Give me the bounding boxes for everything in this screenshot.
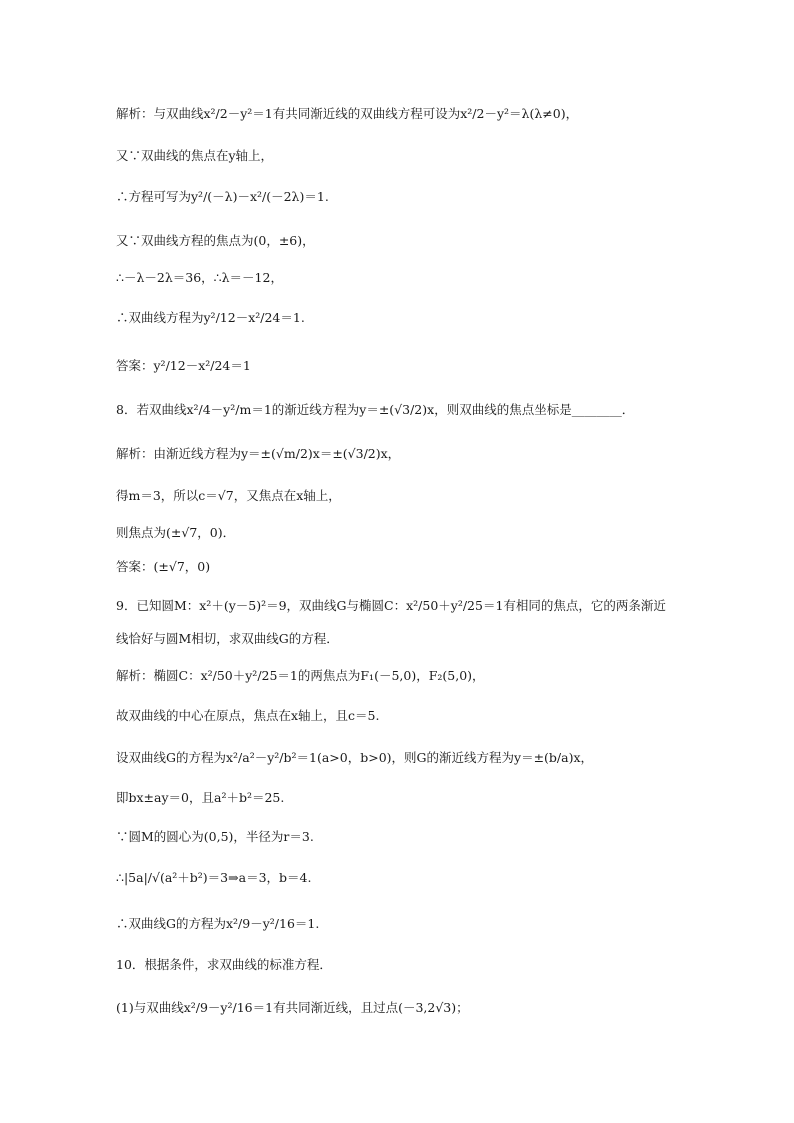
text-line: 解析：由渐近线方程为y＝±(√m/2)x＝±(√3/2)x，: [116, 446, 401, 461]
text-line: 故双曲线的中心在原点，焦点在x轴上，且c＝5.: [116, 708, 380, 723]
text-line: 则焦点为(±√7，0)．: [116, 525, 236, 540]
text-line: 解析：与双曲线x²/2－y²＝1有共同渐近线的双曲线方程可设为x²/2－y²＝λ(λ≠0)，: [116, 106, 579, 121]
question-10: 10．根据条件，求双曲线的标准方程．: [116, 957, 332, 972]
text-line: ∴－λ－2λ＝36，∴λ＝－12，: [116, 270, 283, 285]
text-line: (1)与双曲线x²/9－y²/16＝1有共同渐近线，且过点(－3,2√3)；: [116, 1000, 469, 1015]
text-line: 又∵双曲线的焦点在y轴上，: [116, 148, 274, 163]
text-line: 线恰好与圆M相切，求双曲线G的方程．: [116, 631, 339, 646]
text-line: ∴方程可写为y²/(－λ)－x²/(－2λ)＝1.: [116, 189, 329, 204]
text-line: ∵圆M的圆心为(0,5)，半径为r＝3.: [116, 829, 314, 844]
question-8: 8．若双曲线x²/4－y²/m＝1的渐近线方程为y＝±(√3/2)x，则双曲线的焦点坐标是________．: [116, 402, 635, 417]
text-line: 答案：y²/12－x²/24＝1: [116, 358, 251, 373]
text-line: 又∵双曲线方程的焦点为(0，±6)，: [116, 233, 315, 248]
text-line: 解析：椭圆C：x²/50＋y²/25＝1的两焦点为F₁(－5,0)，F₂(5,0)，: [116, 668, 485, 683]
text-line: ∴双曲线方程为y²/12－x²/24＝1.: [116, 310, 305, 325]
text-line: 答案：(±√7，0): [116, 559, 211, 574]
text-line: 得m＝3，所以c＝√7，又焦点在x轴上，: [116, 488, 341, 503]
text-line: 即bx±ay＝0，且a²＋b²＝25.: [116, 790, 285, 805]
question-9: 9．已知圆M：x²＋(y－5)²＝9，双曲线G与椭圆C：x²/50＋y²/25＝1有相同的焦点，它的两条渐近: [116, 598, 666, 613]
text-line: ∴|5a|/√(a²＋b²)＝3⇒a＝3，b＝4.: [116, 870, 312, 885]
text-line: ∴双曲线G的方程为x²/9－y²/16＝1.: [116, 916, 320, 931]
text-line: 设双曲线G的方程为x²/a²－y²/b²＝1(a>0，b>0)，则G的渐近线方程为y＝±(b/a)x，: [116, 750, 594, 765]
